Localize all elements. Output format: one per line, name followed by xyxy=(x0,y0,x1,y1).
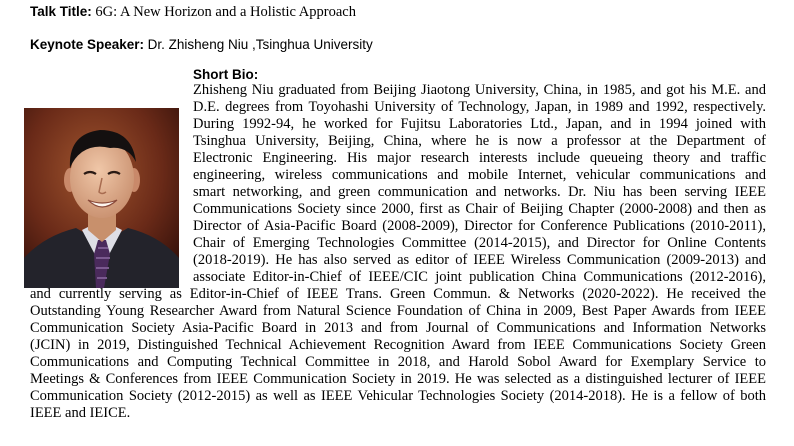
bio-line: D.E. degrees from Toyohashi University of Technology, Japan, in 1989 and 1992, respectively. xyxy=(193,99,766,115)
bio-line: Chair of Emerging Technologies Committee (2014-2015), and Director for Online Contents xyxy=(193,235,766,251)
bio-line: engineering, wireless communications and mobile Internet, vehicular communications and xyxy=(193,167,766,183)
keynote-speaker-name: Dr. Zhisheng Niu ,Tsinghua University xyxy=(147,37,373,52)
bio-line: Communications Society since 2000, first as Chair of Beijing Chapter (2000-2008) and then as xyxy=(193,201,766,217)
bio-line: associate Editor-in-Chief of IEEE/CIC joint publication China Communications (2012-2016), xyxy=(193,269,766,285)
keynote-speaker-label: Keynote Speaker: xyxy=(30,37,145,52)
keynote-speaker-line xyxy=(30,37,373,54)
bio-line: Communications and Computing Technical Committee in 2018, and Harold Sobol Award for Exemplary Service to xyxy=(30,354,766,370)
bio-line: (JCIN) in 2019, Distinguished Technical Achievement Recognition Award from IEEE Communications Society Green xyxy=(30,337,766,353)
bio-line: During 1992-94, he worked for Fujitsu Laboratories Ltd., Japan, and in 1994 joined with xyxy=(193,116,766,132)
bio-line: Communication Society (2012-2015) as well as IEEE Vehicular Technologies Society (2014-2018). He is a fellow of both xyxy=(30,388,766,404)
talk-title-label: Talk Title: xyxy=(30,4,92,19)
speaker-photo xyxy=(24,108,179,288)
bio-line: IEEE and IEICE. xyxy=(30,405,131,421)
bio-line: Communication Society Asia-Pacific Board in 2013 and from Journal of Communications and Information Networks xyxy=(30,320,766,336)
bio-line: and currently serving as Editor-in-Chief of IEEE Trans. Green Commun. & Networks (2020-2022). He received the xyxy=(30,286,766,302)
bio-line: smart networking, and green communication and networks. Dr. Niu has been serving IEEE xyxy=(193,184,766,200)
bio-line: Director of Asia-Pacific Board (2008-2009), Director for Conference Publications (2010-2011), xyxy=(193,218,766,234)
bio-line: Outstanding Young Researcher Award from Natural Science Foundation of China in 2009, Best Paper Awards from IEEE xyxy=(30,303,766,319)
bio-line: Electronic Engineering. His major research interests include queueing theory and traffic xyxy=(193,150,766,166)
talk-title-line xyxy=(30,4,356,21)
talk-title: 6G: A New Horizon and a Holistic Approach xyxy=(95,4,356,20)
bio-line: Meetings & Conferences from IEEE Communication Society in 2019. He was selected as a distinguished lecturer of IEEE xyxy=(30,371,766,387)
bio-line: Tsinghua University, Beijing, China, where he is now a professor at the Department of xyxy=(193,133,766,149)
bio-line: Zhisheng Niu graduated from Beijing Jiaotong University, China, in 1985, and got his M.E. and xyxy=(193,82,766,98)
short-bio-heading: Short Bio: xyxy=(193,67,259,82)
bio-line: (2018-2019). He has also served as editor of IEEE Wireless Communication (2009-2013) and xyxy=(193,252,766,268)
